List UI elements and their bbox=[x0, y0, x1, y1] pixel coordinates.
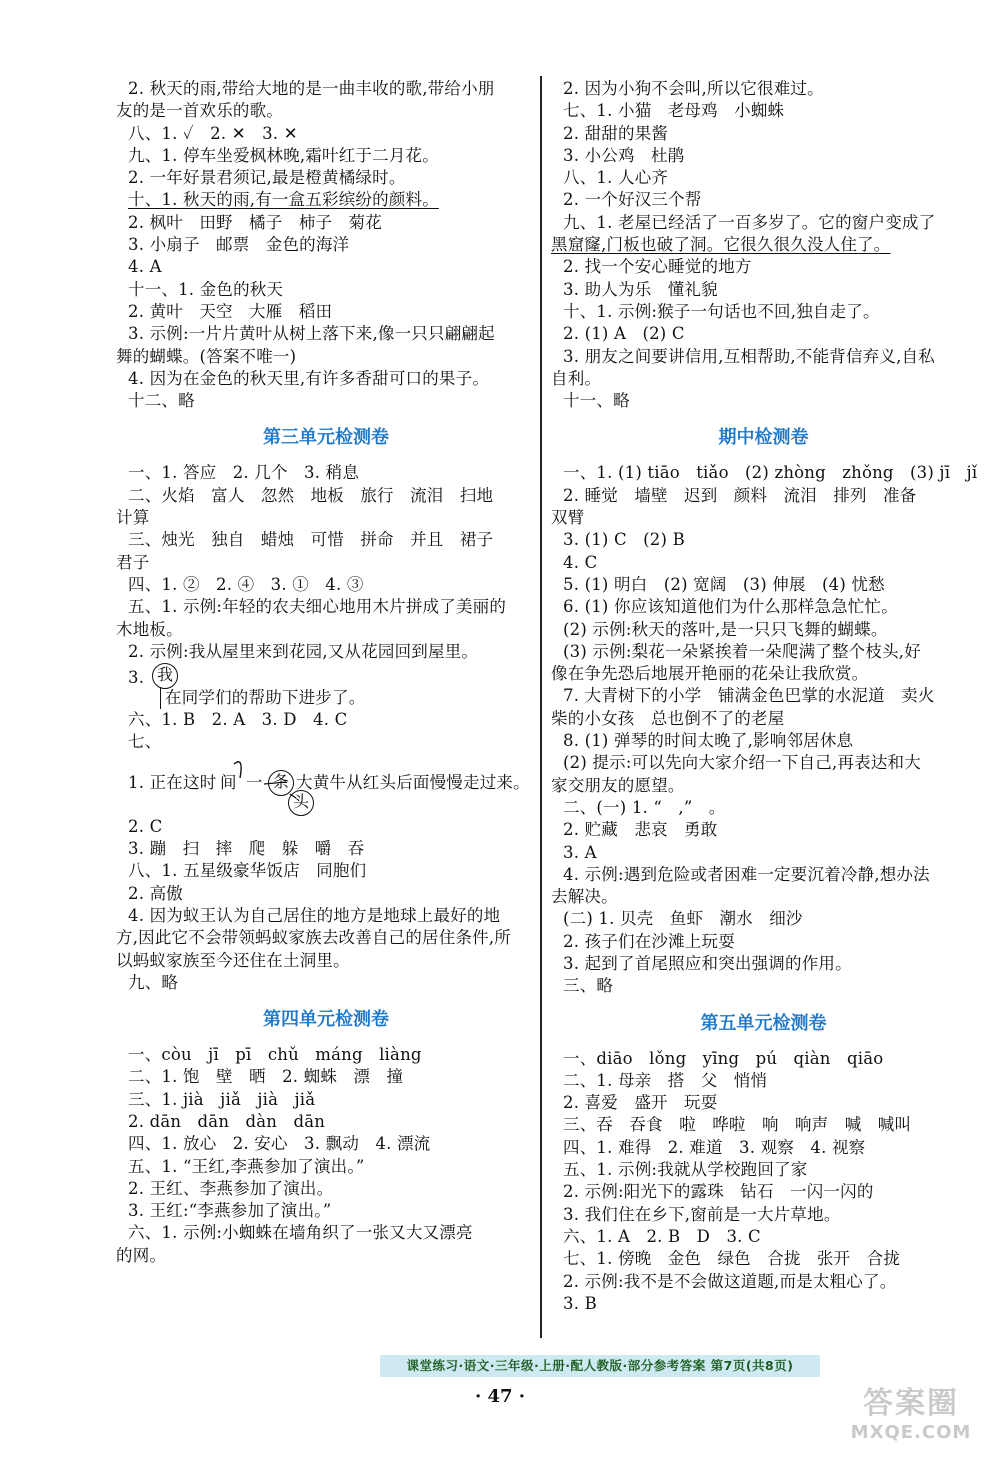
answer-line: 方,因此它不会带领蚂蚁家族去改善自己的居住条件,所 bbox=[116, 928, 511, 948]
answer-line: 黑窟窿,门板也破了洞。它很久很久没人住了。 bbox=[551, 235, 891, 255]
answer-line: (2) 示例:秋天的落叶,是一只只飞舞的蝴蝶。 bbox=[563, 619, 888, 639]
answer-line: 2. 王红、李燕参加了演出。 bbox=[128, 1178, 334, 1198]
watermark-bottom: MXQE.COM bbox=[850, 1422, 972, 1443]
answer-line: 像在争先恐后地展开艳丽的花朵让我欣赏。 bbox=[551, 664, 869, 684]
answer-line: 六、1. A 2. B D 3. C bbox=[563, 1226, 761, 1246]
column-divider bbox=[540, 76, 542, 1338]
answer-line: 3. 蹦 扫 摔 爬 躲 嚼 吞 bbox=[128, 839, 365, 859]
left-block-a bbox=[116, 78, 536, 412]
answer-line: 3. A bbox=[563, 842, 597, 862]
answer-line: 以蚂蚁家族至今还住在土洞里。 bbox=[116, 950, 350, 970]
answer-line: 友的是一首欢乐的歌。 bbox=[116, 101, 283, 121]
answer-line: (3) 示例:梨花一朵紧挨着一朵爬满了整个枝头,好 bbox=[563, 641, 921, 661]
answer-line: 三、烛光 独自 蜡烛 可惜 拼命 并且 裙子 bbox=[128, 530, 494, 550]
section-title-unit4: 第四单元检测卷 bbox=[263, 1009, 389, 1031]
answer-line: 3. 示例:一片片黄叶从树上落下来,像一只只翩翩起 bbox=[128, 324, 495, 344]
fig3-text: 在同学们的帮助下进步了。 bbox=[160, 687, 365, 709]
answer-line: 二、1. 饱 壁 晒 2. 蜘蛛 漂 撞 bbox=[128, 1067, 404, 1087]
answer-line: 七、 bbox=[128, 732, 162, 752]
answer-line: 柴的小女孩 总也倒不了的老屋 bbox=[551, 708, 785, 728]
answer-line: 九、略 bbox=[128, 972, 179, 992]
answer-line: 7. 大青树下的小学 铺满金色巴掌的水泥道 卖火 bbox=[563, 686, 935, 706]
right-block-a bbox=[551, 78, 976, 412]
fig7-mid: 一 bbox=[246, 772, 263, 792]
answer-line: 3. B bbox=[563, 1293, 597, 1313]
section-title-midterm: 期中检测卷 bbox=[718, 427, 809, 449]
answer-line: 五、1. 示例:年轻的农夫细心地用木片拼成了美丽的 bbox=[128, 597, 507, 617]
answer-line: 3. 朋友之间要讲信用,互相帮助,不能背信弃义,自私 bbox=[563, 346, 935, 366]
answer-line: 自利。 bbox=[551, 368, 602, 388]
answer-line: (2) 提示:可以先向大家介绍一下自己,再表达和大 bbox=[563, 753, 921, 773]
answer-line: 一、1. 答应 2. 几个 3. 稍息 bbox=[128, 463, 360, 483]
answer-line: 九、1. 停车坐爱枫林晚,霜叶红于二月花。 bbox=[128, 145, 439, 165]
figure-sentence-wo bbox=[116, 663, 536, 709]
answer-line: 九、1. 老屋已经活了一百多岁了。它的窗户变成了 bbox=[563, 212, 936, 232]
answer-line: 六、1. 示例:小蜘蛛在墙角织了一张又大又漂亮 bbox=[128, 1223, 473, 1243]
left-block-e bbox=[116, 1044, 536, 1267]
answer-line: 2. (1) A (2) C bbox=[563, 324, 685, 344]
answer-line: 十一、略 bbox=[563, 391, 630, 411]
answer-line: 的网。 bbox=[116, 1245, 167, 1265]
footer-banner: 课堂练习·语文·三年级·上册·配人教版·部分参考答案 第7页(共8页) bbox=[380, 1355, 820, 1377]
answer-line: 舞的蝴蝶。(答案不唯一) bbox=[116, 346, 297, 366]
answer-line: 5. (1) 明白 (2) 宽阔 (3) 伸展 (4) 忧愁 bbox=[563, 574, 885, 594]
answer-line: 3. 王红:“李燕参加了演出。” bbox=[128, 1201, 332, 1221]
answer-line: 3. (1) C (2) B bbox=[563, 530, 685, 550]
left-column bbox=[116, 78, 536, 1267]
answer-line: 五、1. “王红,李燕参加了演出。” bbox=[128, 1156, 365, 1176]
left-block-c bbox=[116, 709, 536, 754]
fig3-circle: 我 bbox=[152, 663, 178, 689]
answer-line: 2. 贮藏 悲哀 勇敢 bbox=[563, 820, 718, 840]
section-title-unit3: 第三单元检测卷 bbox=[263, 427, 389, 449]
answer-line: 2. 黄叶 天空 大雁 稻田 bbox=[128, 301, 333, 321]
answer-line: 一、diāo lǒng yīng pú qiàn qiāo bbox=[563, 1048, 884, 1068]
answer-line: 4. A bbox=[128, 257, 162, 277]
left-block-d bbox=[116, 816, 536, 994]
answer-line: 去解决。 bbox=[551, 887, 618, 907]
answer-line: 七、1. 傍晚 金色 绿色 合拢 张开 合拢 bbox=[563, 1249, 901, 1269]
section-title-unit5: 第五单元检测卷 bbox=[700, 1012, 827, 1034]
answer-line: 2. 睡觉 墙壁 迟到 颜料 流泪 排列 准备 bbox=[563, 485, 917, 505]
left-block-b bbox=[116, 462, 536, 663]
right-block-c bbox=[551, 1048, 976, 1316]
answer-line: 4. 因为蚁王认为自己居住的地方是地球上最好的地 bbox=[128, 905, 501, 925]
page-number: · 47 · bbox=[474, 1386, 526, 1407]
answer-line: 十、1. 秋天的雨,有一盒五彩缤纷的颜料。 bbox=[128, 190, 439, 210]
answer-line: 3. 小扇子 邮票 金色的海洋 bbox=[128, 235, 350, 255]
answer-line: 2. 孩子们在沙滩上玩耍 bbox=[563, 931, 735, 951]
answer-line: 八、1. 五星级豪华饭店 同胞们 bbox=[128, 861, 367, 881]
answer-line: 十二、略 bbox=[128, 391, 195, 411]
answer-line: 一、1. (1) tiāo tiǎo (2) zhòng zhǒng (3) jī jǐ bbox=[563, 463, 978, 483]
answer-line: 2. 示例:我不是不会做这道题,而是太粗心了。 bbox=[563, 1271, 897, 1291]
answer-line: 三、吞 吞食 啦 哗啦 响 响声 喊 喊叫 bbox=[563, 1115, 912, 1135]
answer-line: 6. (1) 你应该知道他们为什么那样急急忙忙。 bbox=[563, 597, 898, 617]
fig7-prefix: 1. 正在这时 bbox=[128, 772, 217, 792]
answer-line: 4. 示例:遇到危险或者困难一定要沉着冷静,想办法 bbox=[563, 864, 930, 884]
answer-line: 二、(一) 1. “ ,” 。 bbox=[563, 797, 726, 817]
answer-line: 2. dān dān dàn dān bbox=[128, 1111, 326, 1131]
answer-line: 8. (1) 弹琴的时间太晚了,影响邻居休息 bbox=[563, 731, 854, 751]
right-block-b bbox=[551, 462, 976, 997]
answer-line: 2. 一个好汉三个帮 bbox=[563, 190, 702, 210]
answer-line: 三、略 bbox=[563, 976, 614, 996]
answer-line: 4. 因为在金色的秋天里,有许多香甜可口的果子。 bbox=[128, 368, 490, 388]
fig3-label: 3. bbox=[128, 668, 145, 688]
answer-line: 十一、1. 金色的秋天 bbox=[128, 279, 284, 299]
answer-line: 4. C bbox=[563, 552, 598, 572]
watermark-top: 答案圈 bbox=[863, 1386, 959, 1421]
fig7-circle2: 头 bbox=[288, 790, 314, 816]
answer-line: 八、1. ✓ 2. ✕ 3. ✕ bbox=[128, 123, 298, 143]
fig7-suffix: 大黄牛从红头后面慢慢走过来。 bbox=[296, 772, 530, 792]
answer-line: 3. 助人为乐 懂礼貌 bbox=[563, 279, 718, 299]
fig7-char1: 间 bbox=[220, 772, 237, 792]
answer-line: 五、1. 示例:我就从学校跑回了家 bbox=[563, 1160, 808, 1180]
answer-line: 一、còu jī pī chǔ máng liàng bbox=[128, 1045, 422, 1065]
watermark-logo bbox=[836, 1378, 986, 1450]
answer-line: 木地板。 bbox=[116, 619, 183, 639]
answer-line: 2. 示例:阳光下的露珠 钻石 一闪一闪的 bbox=[563, 1182, 874, 1202]
answer-line: 2. 枫叶 田野 橘子 柿子 菊花 bbox=[128, 212, 382, 232]
answer-line: 四、1. ② 2. ④ 3. ① 4. ③ bbox=[128, 574, 364, 594]
answer-line: 3. 我们住在乡下,窗前是一大片草地。 bbox=[563, 1204, 841, 1224]
fig7-circle1: 条 bbox=[268, 770, 294, 796]
answer-line: 3. 小公鸡 杜鹃 bbox=[563, 145, 685, 165]
answer-line: 七、1. 小猫 老母鸡 小蜘蛛 bbox=[563, 101, 785, 121]
answer-line: 2. 找一个安心睡觉的地方 bbox=[563, 257, 752, 277]
answer-line: 2. 一年好景君须记,最是橙黄橘绿时。 bbox=[128, 168, 406, 188]
figure-sentence-cow bbox=[116, 754, 536, 816]
answer-line: 家交朋友的愿望。 bbox=[551, 775, 685, 795]
answer-line: 十、1. 示例:猴子一句话也不回,独自走了。 bbox=[563, 301, 880, 321]
answer-line: 2. 喜爱 盛开 玩耍 bbox=[563, 1093, 718, 1113]
answer-line: 2. 因为小狗不会叫,所以它很难过。 bbox=[563, 79, 824, 98]
answer-line: 计算 bbox=[116, 508, 150, 528]
answer-line: 双臂 bbox=[551, 508, 585, 528]
answer-line: 二、火焰 富人 忽然 地板 旅行 流泪 扫地 bbox=[128, 485, 494, 505]
answer-line: 二、1. 母亲 搭 父 悄悄 bbox=[563, 1070, 768, 1090]
answer-line: 四、1. 放心 2. 安心 3. 飘动 4. 漂流 bbox=[128, 1134, 431, 1154]
answer-line: 3. 起到了首尾照应和突出强调的作用。 bbox=[563, 953, 852, 973]
answer-line: 2. 秋天的雨,带给大地的是一曲丰收的歌,带给小朋 bbox=[128, 79, 495, 98]
answer-line: 2. 示例:我从屋里来到花园,又从花园回到屋里。 bbox=[128, 641, 479, 661]
answer-line: 八、1. 人心齐 bbox=[563, 168, 669, 188]
answer-line: 三、1. jià jiǎ jià jiǎ bbox=[128, 1089, 316, 1109]
answer-line: 2. 高傲 bbox=[128, 883, 183, 903]
answer-line: 2. 甜甜的果酱 bbox=[563, 123, 669, 143]
answer-line: 2. C bbox=[128, 816, 163, 836]
answer-line: 六、1. B 2. A 3. D 4. C bbox=[128, 710, 348, 730]
right-column bbox=[551, 78, 976, 1315]
answer-line: 君子 bbox=[116, 552, 150, 572]
answer-line: (二) 1. 贝壳 鱼虾 潮水 细沙 bbox=[563, 909, 803, 929]
answer-line: 四、1. 难得 2. 难道 3. 观察 4. 视察 bbox=[563, 1137, 866, 1157]
